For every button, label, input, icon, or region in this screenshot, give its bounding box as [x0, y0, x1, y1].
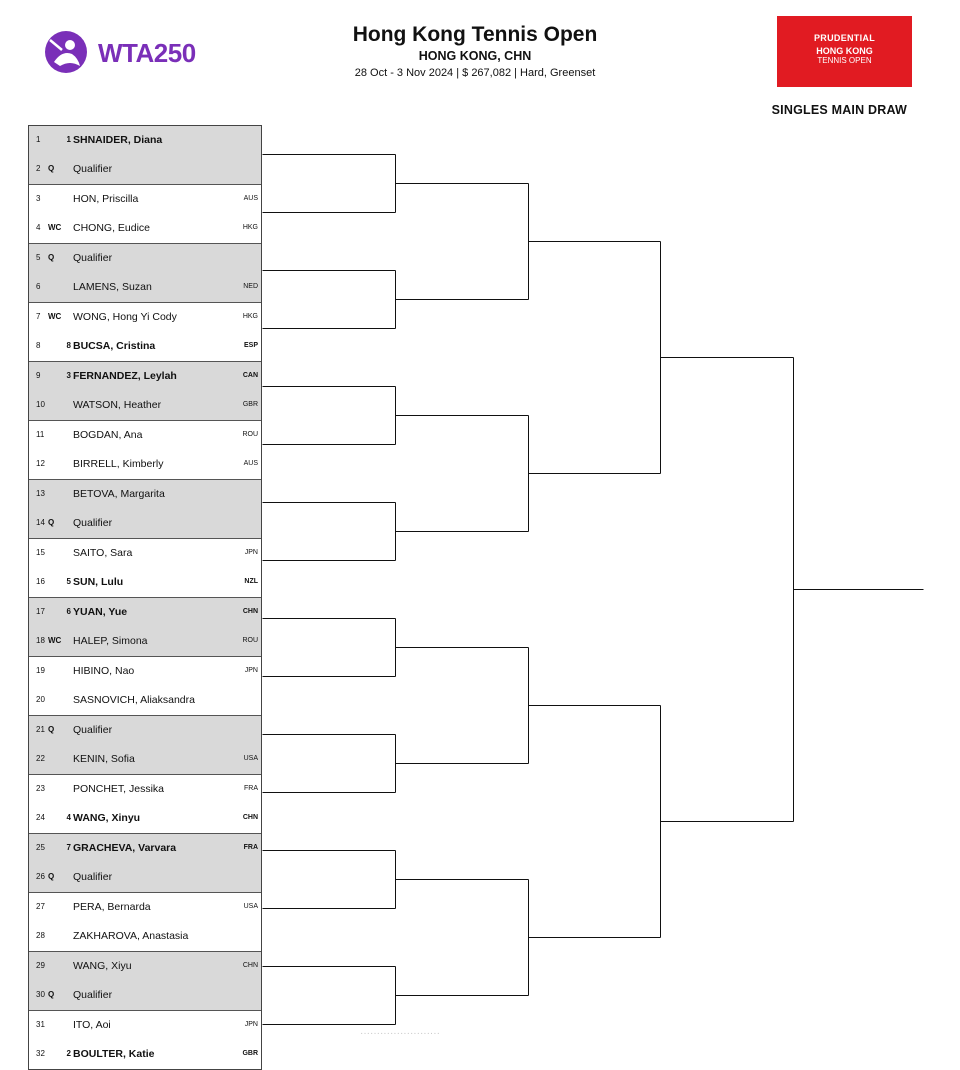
entry-status: Q — [48, 990, 55, 999]
draw-position: 11 — [36, 430, 45, 439]
player-name: PERA, Bernarda — [73, 901, 151, 913]
player-nationality: NED — [243, 283, 258, 290]
draw-position: 20 — [36, 695, 45, 704]
draw-position: 3 — [36, 194, 41, 203]
player-nationality: CAN — [242, 372, 258, 379]
player-name: LAMENS, Suzan — [73, 281, 152, 293]
player-nationality: GBR — [242, 401, 258, 408]
draw-position: 25 — [36, 843, 45, 852]
entry-status: Q — [48, 253, 55, 262]
draw-position: 4 — [36, 223, 41, 232]
player-nationality: FRA — [243, 844, 258, 851]
entry-status: Q — [48, 164, 55, 173]
player-name: PONCHET, Jessika — [73, 783, 165, 795]
player-name: WONG, Hong Yi Cody — [73, 311, 177, 323]
draw-position: 10 — [36, 400, 45, 409]
player-nationality: USA — [243, 903, 258, 910]
player-nationality: ROU — [242, 431, 258, 438]
entry-status: WC — [48, 223, 62, 232]
draw-position: 9 — [36, 371, 41, 380]
player-name: ITO, Aoi — [73, 1019, 111, 1031]
player-name: Qualifier — [73, 871, 113, 883]
seed-number: 3 — [66, 371, 71, 380]
tournament-info: 28 Oct - 3 Nov 2024 | $ 267,082 | Hard, Greenset — [354, 67, 596, 79]
draw-position: 8 — [36, 341, 41, 350]
player-nationality: ESP — [243, 342, 258, 349]
draw-position: 6 — [36, 282, 41, 291]
seed-number: 2 — [66, 1049, 71, 1058]
draw-position: 23 — [36, 784, 45, 793]
player-name: Qualifier — [73, 517, 113, 529]
player-name: WANG, Xiyu — [73, 960, 132, 972]
player-nationality: CHN — [242, 608, 258, 615]
draw-position: 22 — [36, 754, 45, 763]
player-nationality: AUS — [243, 460, 258, 467]
seed-number: 7 — [66, 843, 71, 852]
draw-position: 7 — [36, 312, 41, 321]
player-name: HALEP, Simona — [73, 635, 148, 647]
seed-number: 4 — [66, 813, 71, 822]
player-name: SUN, Lulu — [73, 576, 124, 588]
player-nationality: USA — [243, 755, 258, 762]
draw-position: 19 — [36, 666, 45, 675]
player-nationality: CHN — [242, 962, 258, 969]
player-name: ZAKHAROVA, Anastasia — [73, 930, 189, 942]
player-nationality: HKG — [242, 313, 258, 320]
draw-position: 1 — [36, 135, 41, 144]
player-name: SASNOVICH, Aliaksandra — [73, 694, 195, 706]
draw-position: 14 — [36, 518, 45, 527]
draw-position: 27 — [36, 902, 45, 911]
entry-status: Q — [48, 518, 55, 527]
draw-position: 5 — [36, 253, 41, 262]
player-nationality: AUS — [243, 195, 258, 202]
sponsor-event-line1: HONG KONG — [816, 46, 873, 56]
player-name: WANG, Xinyu — [73, 812, 141, 824]
draw-position: 2 — [36, 164, 41, 173]
player-name: WATSON, Heather — [73, 399, 162, 411]
player-name: YUAN, Yue — [73, 606, 128, 618]
seed-number: 5 — [66, 577, 71, 586]
draw-position: 30 — [36, 990, 45, 999]
player-name: GRACHEVA, Varvara — [73, 842, 177, 854]
entry-status: WC — [48, 636, 62, 645]
player-nationality: FRA — [244, 785, 258, 792]
draw-position: 26 — [36, 872, 45, 881]
player-nationality: JPN — [244, 1021, 258, 1028]
player-nationality: GBR — [242, 1050, 258, 1057]
player-name: KENIN, Sofia — [73, 753, 135, 765]
draw-position: 18 — [36, 636, 45, 645]
draw-position: 15 — [36, 548, 45, 557]
watermark: ························ — [360, 1028, 440, 1039]
player-name: Qualifier — [73, 989, 113, 1001]
player-name: BUCSA, Cristina — [73, 340, 156, 352]
player-name: CHONG, Eudice — [73, 222, 151, 234]
player-name: SAITO, Sara — [73, 547, 133, 559]
player-name: HIBINO, Nao — [73, 665, 135, 677]
tournament-location: HONG KONG, CHN — [418, 49, 532, 63]
player-name: Qualifier — [73, 724, 113, 736]
draw-position: 13 — [36, 489, 45, 498]
draw-position: 24 — [36, 813, 45, 822]
wta-logo-text: WTA250 — [98, 37, 196, 68]
player-name: BOULTER, Katie — [73, 1048, 155, 1060]
draw-position: 21 — [36, 725, 45, 734]
draw-label: SINGLES MAIN DRAW — [771, 103, 907, 117]
player-nationality: NZL — [244, 578, 258, 585]
player-nationality: HKG — [242, 224, 258, 231]
draw-position: 17 — [36, 607, 45, 616]
entry-status: Q — [48, 725, 55, 734]
entry-status: Q — [48, 872, 55, 881]
seed-number: 6 — [66, 607, 71, 616]
draw-position: 31 — [36, 1020, 45, 1029]
player-name: SHNAIDER, Diana — [73, 134, 163, 146]
tournament-title: Hong Kong Tennis Open — [352, 23, 598, 46]
player-name: BOGDAN, Ana — [73, 429, 143, 441]
player-nationality: CHN — [242, 814, 258, 821]
player-name: Qualifier — [73, 163, 113, 175]
player-name: FERNANDEZ, Leylah — [73, 370, 177, 382]
player-name: BETOVA, Margarita — [73, 488, 165, 500]
player-nationality: JPN — [244, 667, 258, 674]
entry-status: WC — [48, 312, 62, 321]
seed-number: 1 — [66, 135, 71, 144]
player-nationality: JPN — [244, 549, 258, 556]
player-nationality: ROU — [242, 637, 258, 644]
sponsor-event-line2: TENNIS OPEN — [817, 56, 872, 65]
sponsor-name: PRUDENTIAL — [814, 33, 875, 43]
player-name: BIRRELL, Kimberly — [73, 458, 164, 470]
draw-position: 29 — [36, 961, 45, 970]
seed-number: 8 — [66, 341, 71, 350]
draw-position: 12 — [36, 459, 45, 468]
draw-position: 28 — [36, 931, 45, 940]
draw-position: 16 — [36, 577, 45, 586]
player-name: Qualifier — [73, 252, 113, 264]
player-name: HON, Priscilla — [73, 193, 139, 205]
draw-position: 32 — [36, 1049, 45, 1058]
